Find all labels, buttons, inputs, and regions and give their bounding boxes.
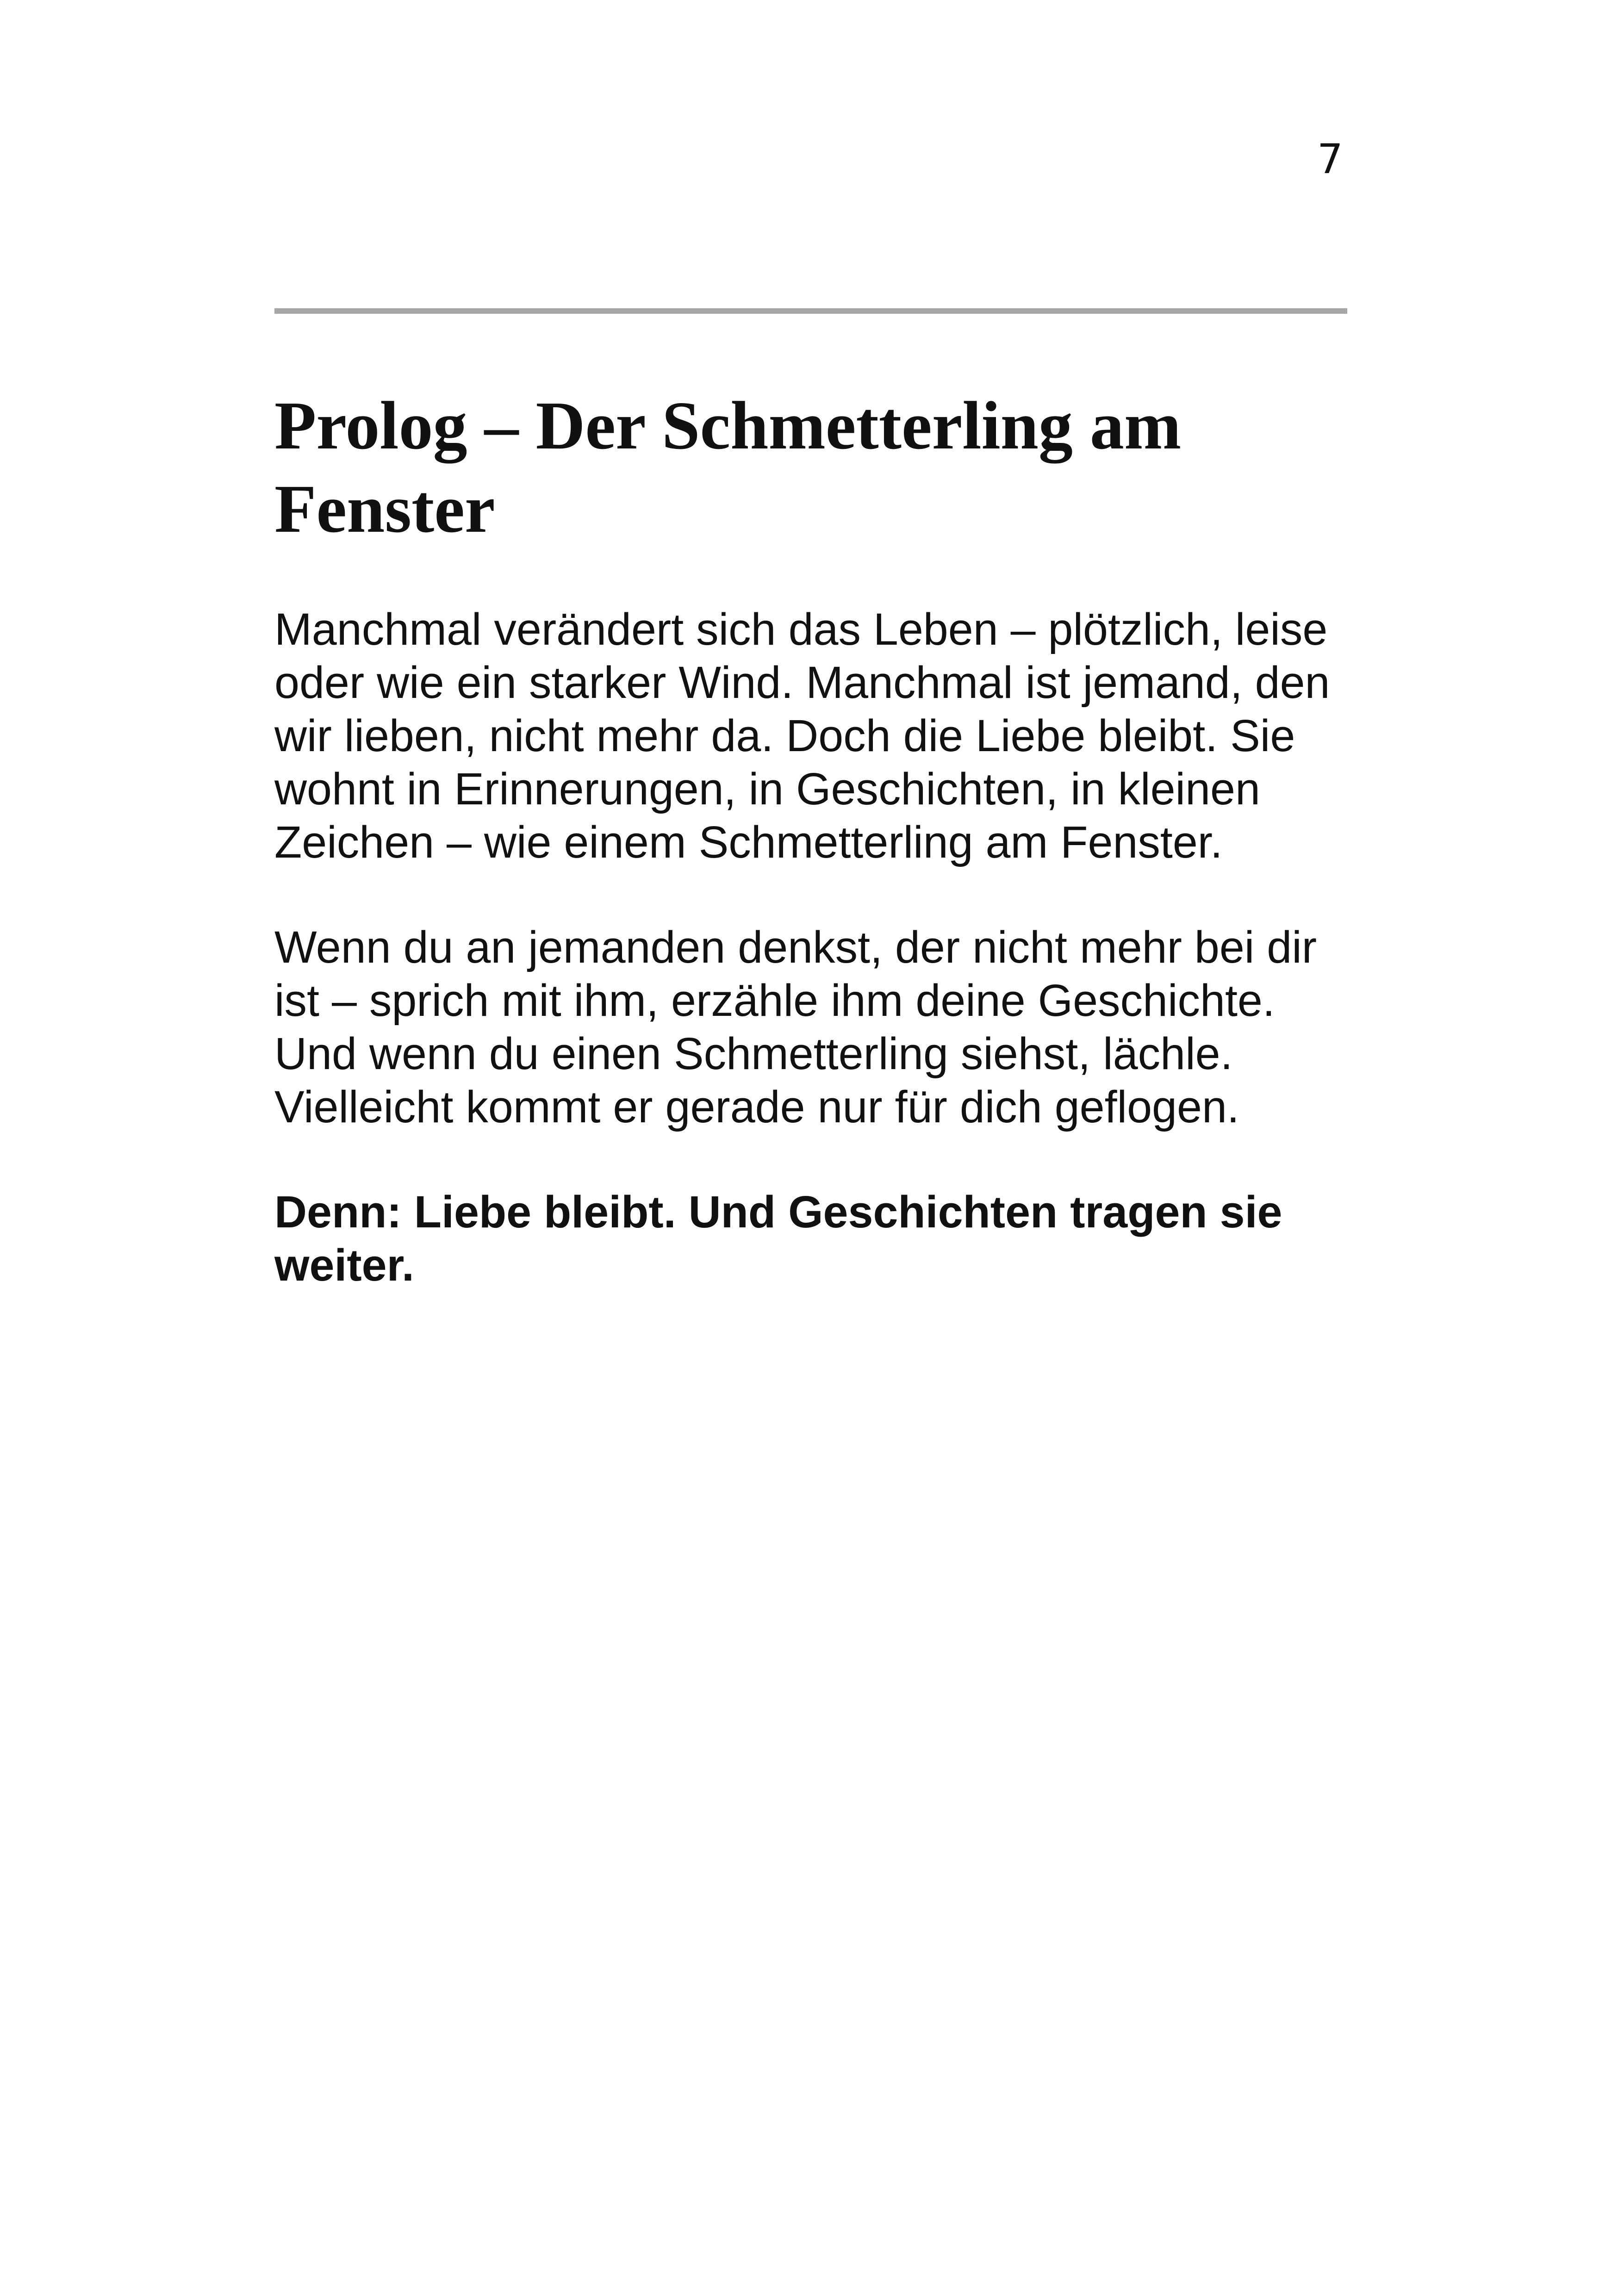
closing-paragraph: Denn: Liebe bleibt. Und Geschichten tragen sie weiter. (274, 1187, 1282, 1290)
page-number: 7 (1317, 135, 1343, 183)
body-paragraph: Wenn du an jemanden denkst, der nicht mehr bei dir ist – sprich mit ihm, erzähle ihm deine Geschichte. Und wenn du einen Schmetterling siehst, lächle. Vielleicht kommt er gerade nur für dich geflogen. (274, 922, 1317, 1132)
chapter-content (274, 384, 1347, 1292)
header-rule (274, 308, 1347, 314)
body-paragraph: Manchmal verändert sich das Leben – plötzlich, leise oder wie ein starker Wind. Manchmal ist jemand, den wir lieben, nicht mehr da. Doch die Liebe bleibt. Sie wohnt in Erinnerungen, in Geschichten, in kleinen Zeichen – wie einem Schmetterling am Fenster. (274, 604, 1330, 867)
chapter-title: Prolog – Der Schmetterling am Fenster (274, 388, 1182, 547)
